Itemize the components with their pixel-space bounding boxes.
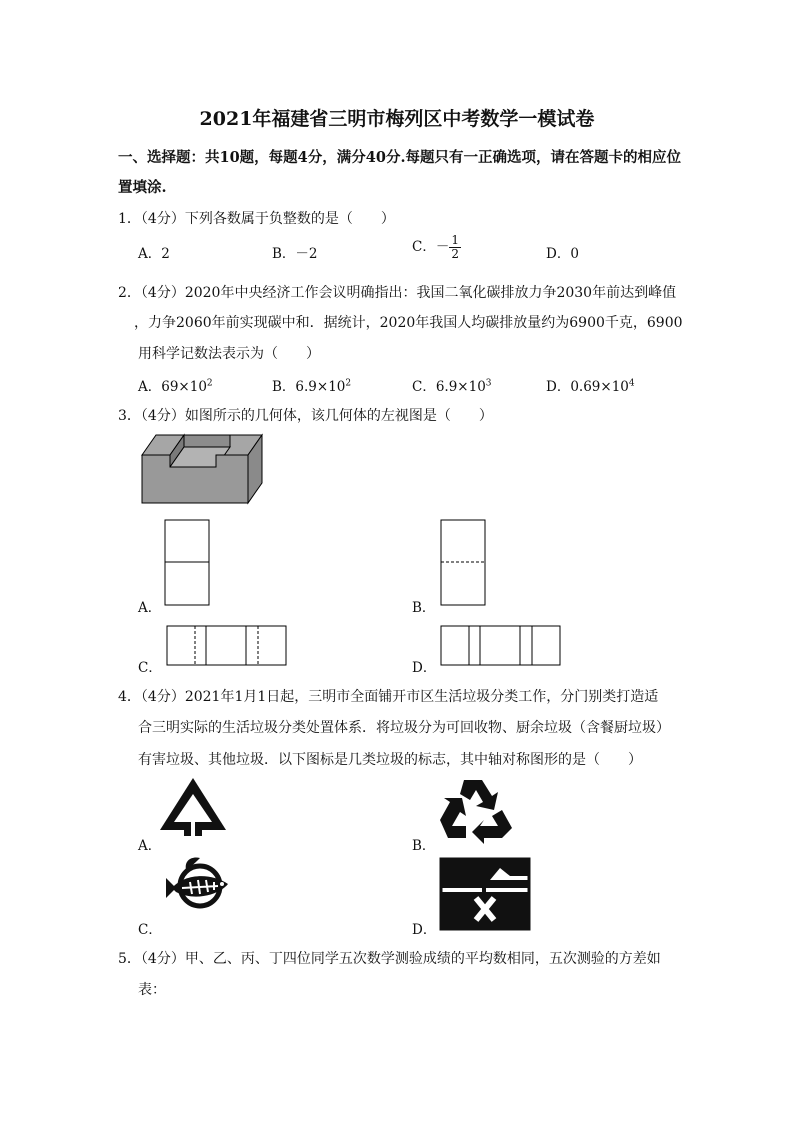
q4-label-d: D． <box>412 922 437 938</box>
q2-option-b <box>272 375 351 395</box>
fraction-numerator: 1 <box>451 233 459 247</box>
q1-option-b: B．－2 <box>272 246 318 262</box>
q2-option-a <box>138 375 213 395</box>
q2-option-b-base: B．6.9×10 <box>272 379 346 395</box>
q3-label-d: D． <box>412 660 437 676</box>
q1-option-c-fraction <box>449 234 461 261</box>
fish-tail <box>166 878 176 898</box>
section-header-line2: 置填涂. <box>118 179 167 196</box>
triangle-gap-right <box>210 795 220 806</box>
view-outline <box>441 626 560 665</box>
q4-label-a: A． <box>138 838 162 854</box>
recycle-arrow-right <box>472 810 512 844</box>
q2-option-b-exponent: 2 <box>345 378 352 389</box>
q2-option-c-exponent: 3 <box>485 378 492 389</box>
q2-option-c-base: C．6.9×10 <box>412 379 486 395</box>
q1-option-c-prefix: C．－ <box>412 239 450 255</box>
q3-option-b-figure <box>440 519 486 607</box>
q2-option-d-base: D．0.69×10 <box>546 379 629 395</box>
recycle-arrow-left <box>440 798 466 838</box>
q3-label-a: A． <box>138 600 162 616</box>
q4-option-b-recycle-icon <box>436 776 516 842</box>
q2-option-a-base: A．69×10 <box>138 379 207 395</box>
q3-option-c-figure <box>166 625 288 667</box>
view-outline <box>167 626 286 665</box>
q4-label-c: C． <box>138 922 162 938</box>
bottom-stem-gap <box>191 822 195 838</box>
page-title: 2021年福建省三明市梅列区中考数学一模试卷 <box>199 108 595 130</box>
q3-option-d-figure <box>440 625 562 667</box>
q5-stem-line1: 5．（4分）甲、乙、丙、丁四位同学五次数学测验成绩的平均数相同，五次测验的方差如 <box>118 951 661 967</box>
q3-solid-figure <box>140 433 270 505</box>
q4-label-b: B． <box>412 838 436 854</box>
q4-stem-line1: 4．（4分）2021年1月1日起，三明市全面铺开市区生活垃圾分类工作，分门别类打造适 <box>118 689 659 705</box>
q1-stem: 1．（4分）下列各数属于负整数的是（ ） <box>118 211 395 227</box>
q4-option-c-kitchen-waste-icon <box>162 856 242 916</box>
q3-label-c: C． <box>138 660 162 676</box>
q5-stem-line2: 表： <box>138 982 166 998</box>
q1-option-d: D．0 <box>546 246 579 262</box>
q4-option-a-hazardous-icon <box>158 776 228 838</box>
q2-option-c <box>412 375 492 395</box>
q2-stem-line2: ，力争2060年前实现碳中和．据统计，2020年我国人均碳排放量约为6900千克，6900 <box>134 315 683 331</box>
q2-stem-line3: 用科学记数法表示为（ ） <box>138 346 320 362</box>
q2-option-a-exponent: 2 <box>206 378 213 389</box>
q4-stem-line2: 合三明实际的生活垃圾分类处置体系．将垃圾分为可回收物、厨余垃圾（含餐厨垃圾） <box>138 720 670 736</box>
q2-stem-line1: 2．（4分）2020年中央经济工作会议明确指出：我国二氧化碳排放力争2030年前达到峰值 <box>118 285 677 301</box>
triangle-gap-left <box>167 795 177 806</box>
section-header-line1: 一、选择题：共10题，每题4分，满分40分.每题只有一正确选项，请在答题卡的相应位 <box>118 149 681 166</box>
q1-option-a: A．2 <box>138 246 170 262</box>
q3-option-a-figure <box>164 519 210 607</box>
q4-stem-line3: 有害垃圾、其他垃圾．以下图标是几类垃圾的标志，其中轴对称图形的是（ ） <box>138 752 642 768</box>
solid-notch-back <box>184 435 230 447</box>
q2-option-d <box>546 375 635 395</box>
q2-option-d-exponent: 4 <box>628 378 635 389</box>
q4-option-d-other-waste-icon <box>440 858 530 930</box>
q3-stem: 3．（4分）如图所示的几何体，该几何体的左视图是（ ） <box>118 408 493 424</box>
recycle-arrow-top <box>460 780 498 810</box>
q3-label-b: B． <box>412 600 436 616</box>
q1-option-c <box>412 234 461 261</box>
fish-eye <box>220 882 224 886</box>
fraction-denominator: 2 <box>451 247 459 261</box>
